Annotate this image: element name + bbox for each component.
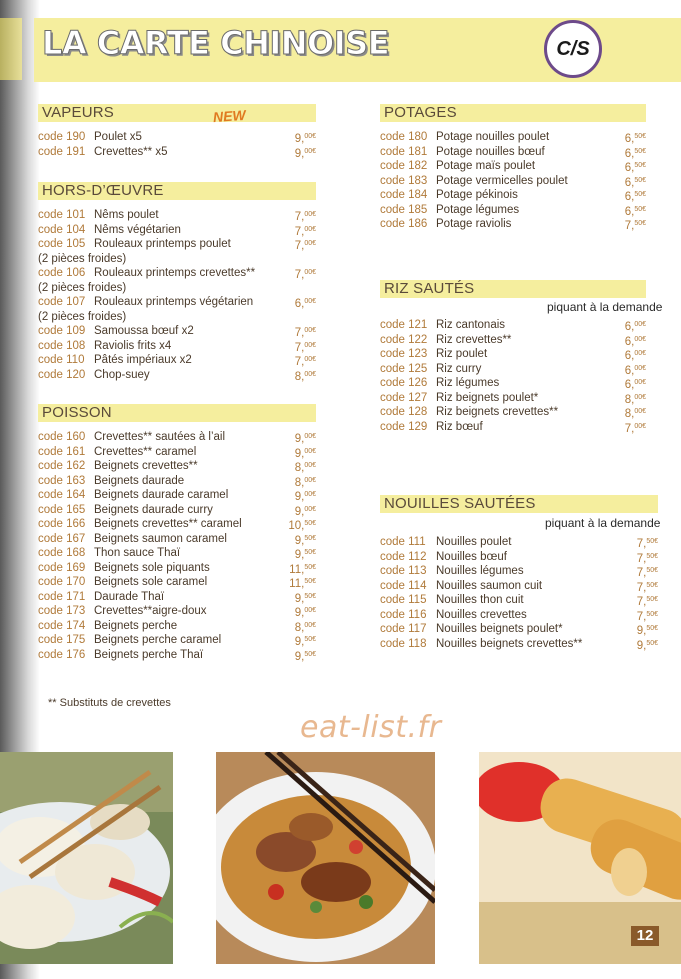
price-cents: 50€ <box>304 520 316 527</box>
price-cents: 00€ <box>304 341 316 349</box>
item-code: code 190 <box>38 131 86 143</box>
menu-item <box>380 318 646 333</box>
price-cents: 50€ <box>646 625 658 632</box>
item-code: code 121 <box>380 319 428 331</box>
item-note: (2 pièces froides) <box>38 252 127 265</box>
price-euros: 6, <box>624 350 635 362</box>
menu-item <box>38 575 316 590</box>
menu-list <box>380 130 646 232</box>
menu-item <box>38 430 316 445</box>
item-code: code 114 <box>380 579 427 592</box>
price-euros: 6, <box>624 191 635 203</box>
new-badge: NEW <box>212 106 247 126</box>
menu-item <box>38 503 316 518</box>
item-name: Rouleaux printemps crevettes** <box>94 267 256 279</box>
price-cents: 50€ <box>646 610 658 618</box>
price-euros: 6, <box>624 335 635 348</box>
item-code: code 185 <box>380 203 428 216</box>
item-code: code 107 <box>38 296 86 308</box>
item-code: code 109 <box>38 325 86 337</box>
menu-item <box>380 564 658 579</box>
price-euros: 7, <box>636 581 647 594</box>
item-name: Rouleaux printemps poulet <box>94 238 231 250</box>
price-cents: 50€ <box>646 567 658 574</box>
price-euros: 11, <box>289 578 305 590</box>
item-code: code 113 <box>380 565 427 577</box>
item-code: code 111 <box>380 536 426 548</box>
item-code: code 108 <box>38 339 86 352</box>
menu-item <box>380 130 646 145</box>
item-code: code 167 <box>38 532 86 545</box>
item-code: code 186 <box>380 218 428 230</box>
item-code: code 174 <box>38 619 86 632</box>
price-cents: 00€ <box>304 133 316 140</box>
item-code: code 126 <box>380 377 428 389</box>
price-euros: 8, <box>624 408 635 420</box>
price-euros: 7, <box>636 567 647 579</box>
item-name: Riz cantonais <box>436 319 506 331</box>
menu-item <box>380 420 646 435</box>
price-cents: 00€ <box>634 321 646 328</box>
section-potages <box>380 104 646 232</box>
price-cents: 00€ <box>304 491 316 498</box>
price-euros: 6, <box>624 133 635 145</box>
item-code: code 180 <box>380 131 428 143</box>
price-euros: 7, <box>636 610 647 623</box>
menu-item <box>38 633 316 648</box>
price-euros: 8, <box>294 370 305 383</box>
section-title: POISSON <box>38 404 316 422</box>
item-code: code 120 <box>38 368 86 381</box>
menu-item <box>38 208 316 223</box>
menu-item <box>380 362 646 377</box>
page-title: LA CARTE CHINOISE <box>42 24 390 62</box>
menu-item <box>38 324 316 339</box>
item-name: Potage pékinois <box>436 189 518 201</box>
menu-item <box>38 517 316 532</box>
price-cents: 00€ <box>304 269 316 276</box>
price-euros: 6, <box>624 162 635 174</box>
menu-item <box>38 619 316 634</box>
item-code: code 163 <box>38 474 86 487</box>
item-code: code 128 <box>380 406 428 418</box>
item-code: code 118 <box>380 637 427 650</box>
item-name: Beignets sole piquants <box>94 561 210 574</box>
price-euros: 6, <box>624 176 635 189</box>
menu-item <box>38 445 316 460</box>
price-cents: 50€ <box>634 220 646 227</box>
price-cents: 00€ <box>304 621 316 629</box>
item-name: Nouilles beignets poulet* <box>436 623 563 635</box>
item-code: code 125 <box>380 362 428 375</box>
price-euros: 9, <box>294 636 305 648</box>
price-euros: 7, <box>294 341 305 354</box>
item-name: Samoussa bœuf x2 <box>94 325 194 337</box>
item-price <box>295 368 316 385</box>
item-code: code 106 <box>38 267 86 279</box>
price-cents: 50€ <box>634 191 646 198</box>
price-euros: 11, <box>289 563 305 576</box>
menu-item <box>380 391 646 406</box>
item-name: Riz beignets poulet* <box>436 391 539 404</box>
menu-item <box>380 637 658 652</box>
item-code: code 161 <box>38 445 86 458</box>
price-cents: 00€ <box>304 147 316 155</box>
price-cents: 00€ <box>304 240 316 247</box>
price-cents: 50€ <box>646 538 658 545</box>
item-code: code 166 <box>38 518 86 530</box>
item-name: Potage vermicelles poulet <box>436 174 568 187</box>
menu-item <box>380 550 658 565</box>
menu-item <box>38 459 316 474</box>
section-poisson <box>38 404 316 662</box>
price-cents: 00€ <box>634 364 646 372</box>
item-price <box>295 145 316 162</box>
price-euros: 9, <box>294 133 305 145</box>
item-price <box>295 648 316 665</box>
price-cents: 00€ <box>304 476 316 484</box>
price-euros: 9, <box>294 534 305 547</box>
section-title: VAPEURS <box>38 104 316 122</box>
menu-item <box>38 237 316 252</box>
price-euros: 8, <box>294 476 305 489</box>
menu-item <box>380 333 646 348</box>
photo-dumplings <box>0 752 173 964</box>
item-name: Raviolis frits x4 <box>94 339 172 352</box>
item-name: Rouleaux printemps végétarien <box>94 296 254 308</box>
price-euros: 9, <box>294 650 305 663</box>
item-code: code 165 <box>38 503 86 516</box>
menu-item <box>38 546 316 561</box>
item-name: Riz poulet <box>436 348 488 360</box>
item-code: code 110 <box>38 354 85 366</box>
menu-list <box>38 208 316 382</box>
price-euros: 6, <box>624 205 635 218</box>
item-note: (2 pièces froides) <box>38 310 127 323</box>
price-euros: 7, <box>294 356 305 368</box>
item-name: Riz bœuf <box>436 420 483 433</box>
price-cents: 00€ <box>304 462 316 469</box>
price-euros: 9, <box>294 549 305 561</box>
price-cents: 50€ <box>634 176 646 184</box>
menu-item <box>380 593 658 608</box>
price-cents: 00€ <box>304 298 316 305</box>
price-euros: 6, <box>624 147 635 160</box>
section-title: POTAGES <box>380 104 646 122</box>
price-cents: 00€ <box>634 408 646 415</box>
item-name: Potage nouilles bœuf <box>436 145 545 158</box>
menu-list <box>38 130 316 159</box>
item-name: Beignets sole caramel <box>94 576 208 588</box>
price-cents: 50€ <box>304 592 316 600</box>
item-code: code 115 <box>380 594 427 606</box>
menu-item <box>38 590 316 605</box>
menu-item <box>38 604 316 619</box>
item-code: code 173 <box>38 605 86 617</box>
item-name: Nêms végétarien <box>94 223 181 236</box>
menu-item <box>380 535 658 550</box>
price-cents: 00€ <box>304 433 316 440</box>
section-title: HORS-D’ŒUVRE <box>38 182 316 200</box>
price-cents: 50€ <box>304 563 316 571</box>
price-cents: 50€ <box>634 162 646 169</box>
price-euros: 9, <box>636 625 647 637</box>
price-cents: 00€ <box>634 379 646 386</box>
item-name: Beignets daurade caramel <box>94 489 229 501</box>
menu-item <box>38 295 316 310</box>
menu-item <box>38 145 316 160</box>
price-euros: 7, <box>624 220 635 232</box>
item-name: Crevettes** x5 <box>94 145 168 158</box>
price-cents: 00€ <box>304 225 316 233</box>
item-name: Riz curry <box>436 362 482 375</box>
menu-item <box>38 223 316 238</box>
price-euros: 9, <box>294 491 305 503</box>
menu-item <box>380 405 646 420</box>
item-code: code 176 <box>38 648 86 661</box>
item-code: code 191 <box>38 145 86 158</box>
menu-item <box>380 188 646 203</box>
price-cents: 00€ <box>304 370 316 378</box>
price-euros: 7, <box>294 240 305 252</box>
item-code: code 184 <box>380 189 428 201</box>
price-euros: 7, <box>294 211 305 223</box>
logo-badge: C/S <box>544 20 602 78</box>
section-hors-doeuvre <box>38 182 316 382</box>
item-code: code 116 <box>380 608 427 621</box>
item-name: Beignets perche <box>94 619 178 632</box>
item-code: code 168 <box>38 547 86 559</box>
menu-list <box>380 535 658 651</box>
item-name: Beignets daurade <box>94 474 185 487</box>
menu-item <box>38 648 316 663</box>
menu-item <box>380 145 646 160</box>
footnote: ** Substituts de crevettes <box>48 697 171 709</box>
item-name: Pâtés impériaux x2 <box>94 354 192 366</box>
menu-list <box>380 318 646 434</box>
price-cents: 50€ <box>646 639 658 647</box>
item-code: code 183 <box>380 174 428 187</box>
item-name: Nouilles bœuf <box>436 550 507 563</box>
item-name: Beignets perche caramel <box>94 634 222 646</box>
item-name: Riz crevettes** <box>436 333 512 346</box>
menu-item <box>38 488 316 503</box>
item-code: code 104 <box>38 223 86 236</box>
item-code: code 105 <box>38 238 86 250</box>
item-name: Nouilles beignets crevettes** <box>436 637 583 650</box>
item-note: (2 pièces froides) <box>38 281 127 294</box>
price-euros: 7, <box>636 596 647 608</box>
item-name: Nouilles thon cuit <box>436 594 524 606</box>
price-euros: 7, <box>294 269 305 281</box>
item-code: code 122 <box>380 333 428 346</box>
item-name: Potage légumes <box>436 203 520 216</box>
item-name: Nouilles légumes <box>436 565 524 577</box>
item-code: code 117 <box>380 623 427 635</box>
price-cents: 00€ <box>304 505 316 513</box>
item-name: Daurade Thaï <box>94 590 165 603</box>
price-cents: 50€ <box>646 596 658 603</box>
section-vapeurs <box>38 104 316 159</box>
menu-item <box>380 622 658 637</box>
price-euros: 7, <box>294 225 305 238</box>
menu-item <box>380 159 646 174</box>
item-name: Nouilles crevettes <box>436 608 527 621</box>
item-name: Thon sauce Thaï <box>94 547 181 559</box>
price-euros: 8, <box>294 621 305 634</box>
price-euros: 6, <box>294 298 305 310</box>
menu-item <box>38 353 316 368</box>
item-code: code 160 <box>38 431 86 443</box>
item-name: Nêms poulet <box>94 209 159 221</box>
price-euros: 9, <box>294 147 305 160</box>
item-name: Potage maïs poulet <box>436 160 536 172</box>
item-name: Beignets daurade curry <box>94 503 213 516</box>
price-euros: 8, <box>624 393 635 406</box>
price-euros: 9, <box>294 505 305 518</box>
item-name: Crevettes** caramel <box>94 445 197 458</box>
price-cents: 50€ <box>304 578 316 585</box>
menu-item <box>38 561 316 576</box>
price-euros: 6, <box>624 321 635 333</box>
price-euros: 6, <box>624 364 635 377</box>
item-code: code 162 <box>38 460 86 472</box>
price-euros: 9, <box>294 447 305 460</box>
price-euros: 10, <box>288 520 305 532</box>
item-name: Crevettes** sautées à l’ail <box>94 431 226 443</box>
price-euros: 7, <box>624 422 635 435</box>
item-name: Potage nouilles poulet <box>436 131 550 143</box>
menu-item <box>38 266 316 281</box>
menu-item <box>380 347 646 362</box>
price-cents: 50€ <box>304 534 316 542</box>
price-cents: 00€ <box>634 422 646 430</box>
price-cents: 00€ <box>304 211 316 218</box>
spicy-note-riz: piquant à la demande <box>547 300 663 314</box>
section-title: NOUILLES SAUTÉES <box>380 495 658 513</box>
item-name: Beignets saumon caramel <box>94 532 227 545</box>
menu-item <box>380 579 658 594</box>
item-code: code 182 <box>380 160 428 172</box>
menu-item <box>38 130 316 145</box>
menu-item <box>380 174 646 189</box>
item-code: code 169 <box>38 561 86 574</box>
item-name: Beignets crevettes** <box>94 460 198 472</box>
item-name: Beignets crevettes** caramel <box>94 518 242 530</box>
page-number: 12 <box>631 926 659 946</box>
price-euros: 9, <box>294 433 305 445</box>
price-cents: 00€ <box>634 335 646 343</box>
item-name: Riz beignets crevettes** <box>436 406 559 418</box>
price-cents: 50€ <box>304 650 316 658</box>
item-name: Riz légumes <box>436 377 500 389</box>
price-cents: 50€ <box>634 147 646 155</box>
item-code: code 170 <box>38 576 86 588</box>
price-euros: 7, <box>636 538 647 550</box>
menu-item <box>380 608 658 623</box>
item-name: Nouilles saumon cuit <box>436 579 543 592</box>
item-name: Poulet x5 <box>94 131 142 143</box>
price-cents: 50€ <box>634 205 646 213</box>
menu-item <box>38 474 316 489</box>
price-cents: 50€ <box>304 636 316 643</box>
item-price <box>625 420 646 437</box>
spine-accent <box>0 18 22 80</box>
price-euros: 9, <box>294 607 305 619</box>
price-cents: 00€ <box>304 447 316 455</box>
item-code: code 175 <box>38 634 86 646</box>
price-euros: 7, <box>294 327 305 339</box>
item-code: code 123 <box>380 348 428 360</box>
price-cents: 00€ <box>304 607 316 614</box>
price-cents: 50€ <box>634 133 646 140</box>
item-code: code 164 <box>38 489 86 501</box>
item-name: Crevettes**aigre-doux <box>94 605 207 617</box>
item-name: Chop-suey <box>94 368 150 381</box>
section-title: RIZ SAUTÉS <box>380 280 646 298</box>
item-code: code 171 <box>38 590 86 603</box>
item-price <box>637 637 658 654</box>
menu-item <box>38 368 316 383</box>
item-name: Potage raviolis <box>436 218 512 230</box>
item-code: code 101 <box>38 209 86 221</box>
price-cents: 00€ <box>304 327 316 334</box>
price-cents: 50€ <box>646 581 658 589</box>
price-euros: 9, <box>636 639 647 652</box>
price-cents: 00€ <box>634 350 646 357</box>
price-euros: 7, <box>636 552 647 565</box>
item-code: code 129 <box>380 420 428 433</box>
menu-item <box>380 376 646 391</box>
menu-item <box>38 532 316 547</box>
price-cents: 50€ <box>646 552 658 560</box>
price-cents: 00€ <box>634 393 646 401</box>
menu-list <box>38 430 316 662</box>
photo-noodles <box>216 752 435 964</box>
menu-item <box>380 203 646 218</box>
price-euros: 9, <box>294 592 305 605</box>
menu-item <box>380 217 646 232</box>
item-name: Beignets perche Thaï <box>94 648 204 661</box>
item-code: code 112 <box>380 550 427 563</box>
menu-item <box>38 339 316 354</box>
item-code: code 181 <box>380 145 428 158</box>
price-euros: 8, <box>294 462 305 474</box>
spicy-note-nouilles: piquant à la demande <box>545 516 661 530</box>
item-code: code 127 <box>380 391 428 404</box>
price-euros: 6, <box>624 379 635 391</box>
item-price <box>625 217 646 234</box>
price-cents: 50€ <box>304 549 316 556</box>
watermark: eat-list.fr <box>300 710 442 745</box>
price-cents: 00€ <box>304 356 316 363</box>
item-name: Nouilles poulet <box>436 536 512 548</box>
